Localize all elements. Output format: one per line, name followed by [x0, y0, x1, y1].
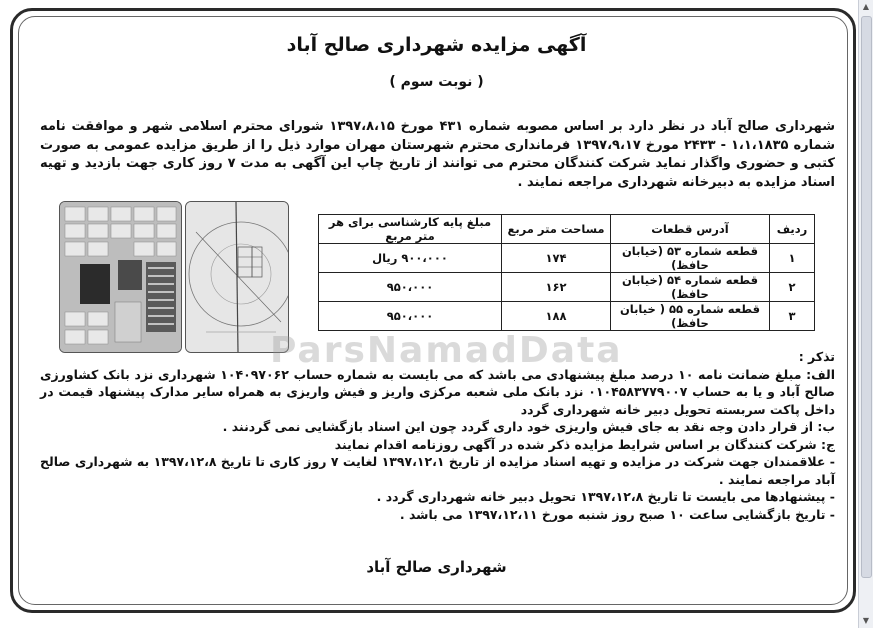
table-row — [319, 273, 815, 302]
note-guarantee: الف: مبلغ ضمانت نامه ۱۰ درصد مبلغ پیشنهادی می باشد که می بایست به شماره حساب ۱۰۴۰۹۷۰۶۲ شهرداری نزد بانک کشاورزی صالح آباد و یا به حساب ۰۱۰۴۵۸۳۷۷۹۰۰۷ نزد بانک ملی شعبه مرکزی واریز و فیش واریزی به همراه سایر مدارک پیشنهاد قیمت در داخل پاکت سربسته تحویل دبیر خانه شهرداری گردد — [40, 366, 835, 417]
cell-base-price: ۹۵۰،۰۰۰ — [319, 273, 502, 302]
cell-area: ۱۶۲ — [502, 273, 611, 302]
notes-heading: تذکر : — [798, 349, 835, 364]
lots-table — [318, 214, 815, 331]
note-cash: ب: از قرار دادن وجه نقد به جای فیش واریزی خود داری گردد چون این اسناد بازگشایی نمی گردنند . — [222, 419, 835, 434]
footer-signature: شهرداری صالح آباد — [366, 558, 507, 576]
notice-subtitle: ( نوبت سوم ) — [389, 74, 484, 90]
cell-base-price: ۹۵۰،۰۰۰ — [319, 302, 502, 331]
intro-paragraph: شهرداری صالح آباد در نظر دارد بر اساس مصوبه شماره ۴۳۱ مورخ ۱۳۹۷،۸،۱۵ شورای محترم اسلامی شهر و موافقت نامه شماره ۱،۱،۱۸۳۵ - ۲۴۳۳ مورخ ۱۳۹۷،۹،۱۷ فرمانداری محترم شهرستان مهران موارد ذیل را از طریق مزایده عمومی به صورت کتبی و حضوری واگذار نماید شرکت کنندگان محترم می توانند از تاریخ چاپ این آگهی به مدت ۷ روز کاری جهت بازدید و تهیه اسناد مزایده به دبیرخانه شهرداری مراجعه نمایند . — [40, 119, 835, 190]
scrollbar-thumb[interactable] — [861, 16, 872, 578]
vertical-scrollbar[interactable] — [858, 0, 873, 628]
cell-row-number: ۱ — [770, 244, 815, 273]
table-row — [319, 302, 815, 331]
note-opening: - تاریخ بازگشایی ساعت ۱۰ صبح روز شنبه مورخ ۱۳۹۷،۱۲،۱۱ می باشد . — [399, 506, 835, 522]
note-participation: - علاقمندان جهت شرکت در مزایده و تهیه اسناد مزایده از تاریخ ۱۳۹۷،۱۲،۱ لغایت ۷ روز کاری تا تاریخ ۱۳۹۷،۱۲،۸ به شهرداری صالح آباد مراجعه نمایند . — [40, 454, 835, 487]
cell-address: قطعه شماره ۵۵ ( خیابان حافظ) — [611, 302, 770, 331]
header-address: آدرس قطعات — [611, 215, 770, 244]
table-header-row — [319, 215, 815, 244]
table-row — [319, 244, 815, 273]
scroll-down-icon[interactable]: ▼ — [862, 616, 870, 625]
scroll-up-icon[interactable]: ▲ — [862, 2, 870, 11]
cell-area: ۱۷۴ — [502, 244, 611, 273]
cell-row-number: ۳ — [770, 302, 815, 331]
cell-area: ۱۸۸ — [502, 302, 611, 331]
notice-title: آگهی مزایده شهرداری صالح آباد — [286, 34, 587, 56]
note-conditions: ج: شرکت کنندگان بر اساس شرایط مزایده ذکر شده در آگهی روزنامه اقدام نمایند — [334, 436, 835, 452]
header-area: مساحت متر مربع — [502, 215, 611, 244]
cell-address: قطعه شماره ۵۴ (خیابان حافظ) — [611, 273, 770, 302]
watermark-text: ParsNamadData — [270, 330, 623, 371]
notes-section — [40, 348, 835, 523]
aerial-map-drawing — [60, 202, 181, 352]
cell-base-price: ۹۰۰،۰۰۰ ریال — [319, 244, 502, 273]
cell-row-number: ۲ — [770, 273, 815, 302]
note-submission: - پیشنهادها می بایست تا تاریخ ۱۳۹۷،۱۲،۸ تحویل دبیر خانه شهرداری گردد . — [376, 489, 835, 504]
header-row-number: ردیف — [770, 215, 815, 244]
cell-address: قطعه شماره ۵۳ (خیابان حافظ) — [611, 244, 770, 273]
header-base-price: مبلغ پایه کارشناسی برای هر متر مربع — [319, 215, 502, 244]
aerial-map-image — [59, 201, 182, 353]
